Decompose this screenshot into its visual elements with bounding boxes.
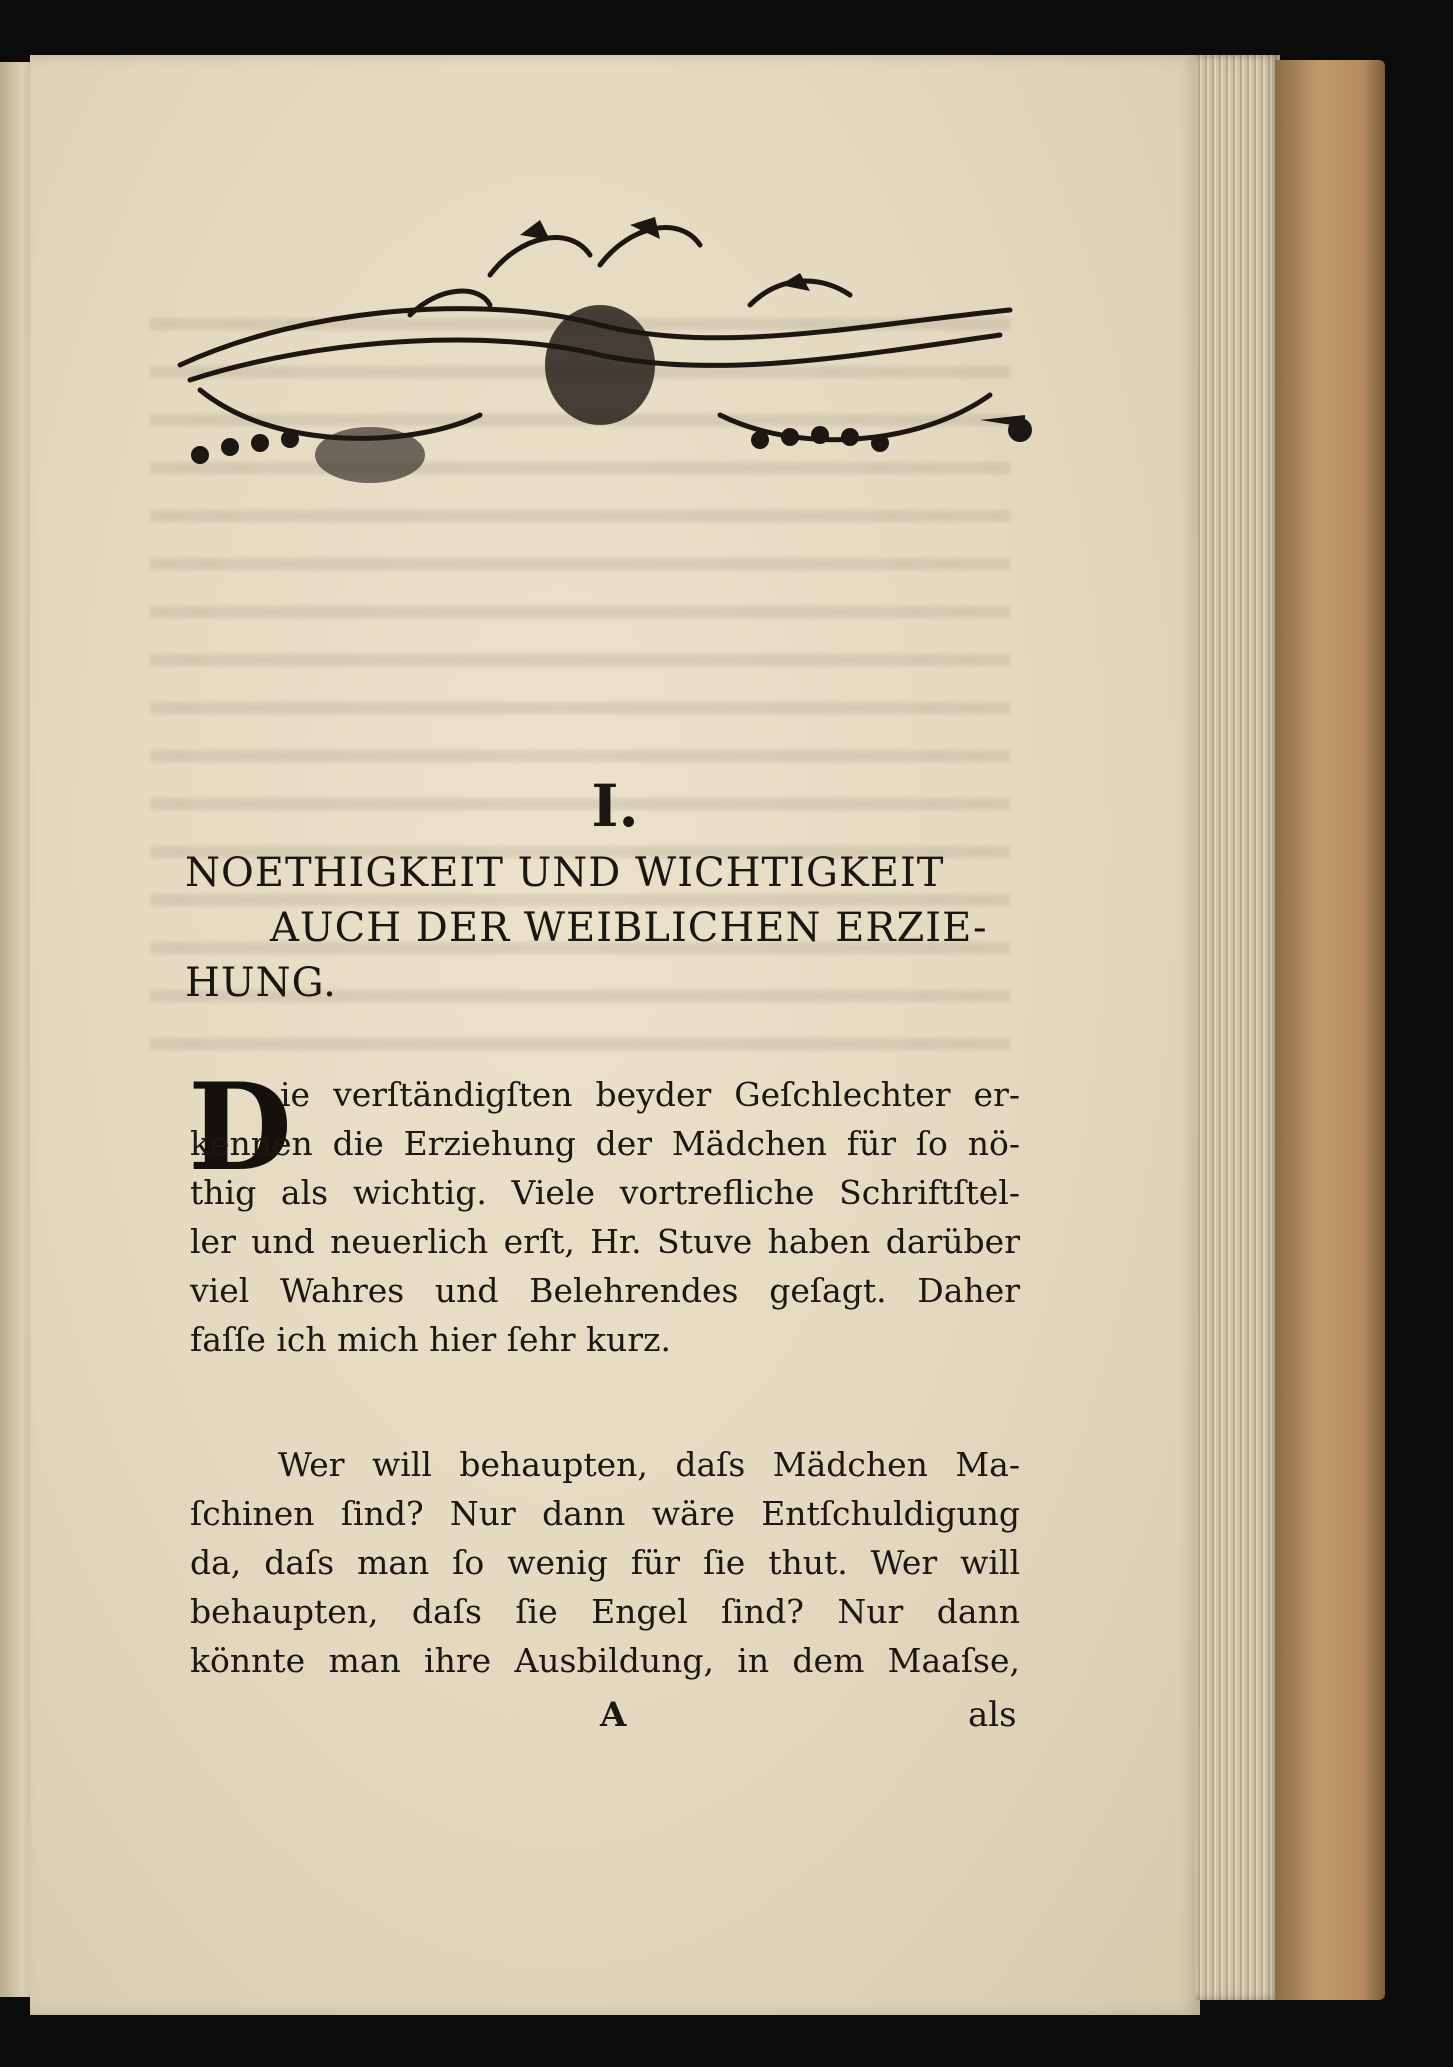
page-edges (1195, 55, 1280, 2000)
floral-ornament-icon (160, 215, 1040, 555)
paragraph-1-line: ie verſtändigſten beyder Geſchlechter er- (280, 1075, 1020, 1114)
paragraph-2 (190, 1440, 1020, 1685)
drop-cap: D (188, 1057, 293, 1198)
paragraph-1-line: thig als wichtig. Viele vortrefliche Schriftſtel- (190, 1173, 1020, 1212)
chapter-title-line-1: NOETHIGKEIT UND WICHTIGKEIT (185, 850, 945, 896)
paragraph-1-line: ler und neuerlich erſt, Hr. Stuve haben darüber (190, 1222, 1020, 1261)
paragraph-1-line: faſſe ich mich hier ſehr kurz. (190, 1320, 671, 1359)
catchword: als (968, 1695, 1017, 1735)
chapter-title-line-3: HUNG. (185, 960, 337, 1006)
signature-mark: A (600, 1695, 627, 1735)
paragraph-2-line: Wer will behaupten, daſs Mädchen Ma- (278, 1445, 1020, 1484)
chapter-numeral: I. (591, 772, 639, 840)
paragraph-2-line: behaupten, daſs ſie Engel ſind? Nur dann (190, 1592, 1020, 1631)
paragraph-1 (190, 1075, 1020, 1364)
paragraph-1-line: viel Wahres und Belehrendes geſagt. Daher (190, 1271, 1020, 1310)
paragraph-1-line: kennen die Erziehung der Mädchen für ſo nö- (190, 1124, 1020, 1163)
paragraph-2-line: könnte man ihre Ausbildung, in dem Maaſse, (190, 1641, 1020, 1680)
paragraph-2-line: da, daſs man ſo wenig für ſie thut. Wer will (190, 1543, 1020, 1582)
book-cover-edge (1275, 60, 1385, 2000)
chapter-title-line-2: AUCH DER WEIBLICHEN ERZIE- (270, 905, 988, 951)
paragraph-2-line: ſchinen ſind? Nur dann wäre Entſchuldigung (190, 1494, 1020, 1533)
